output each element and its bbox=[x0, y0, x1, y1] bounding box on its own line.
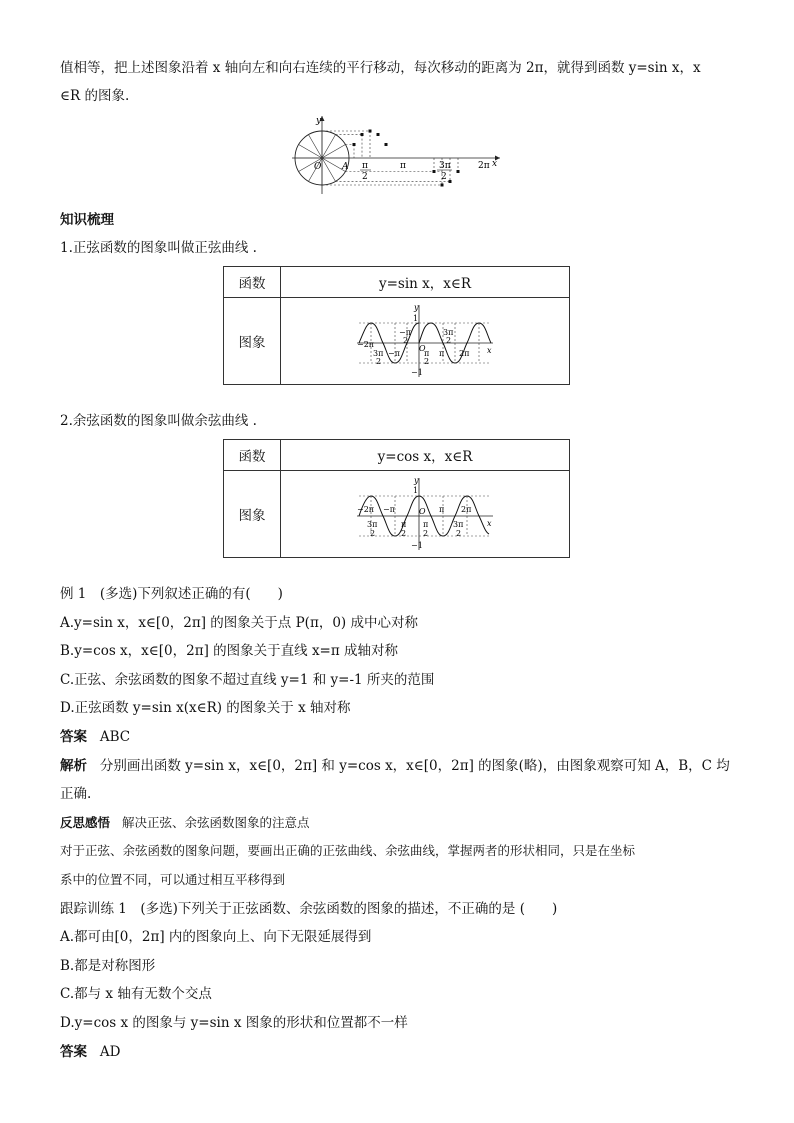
sine-neg-three-pi-half-num: 3π bbox=[373, 349, 384, 358]
cosine-neg-one-label: −1 bbox=[411, 541, 423, 550]
cosine-pi: π bbox=[439, 505, 445, 514]
cosine-pi-half-den: 2 bbox=[423, 529, 429, 538]
sine-pi-half-den: 2 bbox=[424, 357, 430, 366]
sine-three-pi-half-num: 3π bbox=[443, 328, 454, 337]
intro-line-2: ∈R 的图象. bbox=[60, 88, 130, 104]
example-1-option-a: A.y=sin x，x∈[0，2π] 的图象关于点 P(π，0) 成中心对称 bbox=[60, 615, 418, 631]
practice-1-option-a: A.都可由[0，2π] 内的图象向上、向下无限延展得到 bbox=[60, 929, 372, 945]
sine-two-pi: 2π bbox=[459, 349, 470, 358]
cosine-neg-three-pi-half-num: 3π bbox=[367, 520, 378, 529]
fig1-two-pi-label: 2π bbox=[478, 161, 490, 171]
example-1-option-b: B.y=cos x，x∈[0，2π] 的图象关于直线 x=π 成轴对称 bbox=[60, 643, 399, 659]
sine-graph-cell bbox=[281, 298, 570, 385]
cosine-two-pi: 2π bbox=[461, 505, 472, 514]
fig1-pi-half-num: π bbox=[362, 161, 368, 171]
reflection-title: 解决正弦、余弦函数图象的注意点 bbox=[121, 815, 310, 830]
cosine-curve-graph bbox=[355, 474, 495, 554]
fig1-x-label: x bbox=[492, 159, 498, 169]
fig1-origin-label: O bbox=[314, 162, 322, 172]
fig1-y-label: y bbox=[316, 116, 322, 126]
cosine-x-label: x bbox=[487, 519, 492, 528]
practice-1-question: 跟踪训练 1 (多选)下列关于正弦函数、余弦函数的图象的描述，不正确的是 ( ) bbox=[60, 901, 558, 917]
sine-neg-pi-half-den: 2 bbox=[403, 336, 409, 345]
cosine-table-func-label: 函数 bbox=[224, 440, 281, 471]
sine-table-func-label: 函数 bbox=[224, 267, 281, 298]
reflection-line-1: 对于正弦、余弦函数的图象问题，要画出正确的正弦曲线、余弦曲线，掌握两者的形状相同，只是在坐标 bbox=[60, 843, 636, 858]
cosine-three-pi-half-num: 3π bbox=[453, 520, 464, 529]
practice-1-answer bbox=[60, 1042, 120, 1062]
cosine-table bbox=[223, 439, 570, 558]
example-1-analysis-line-2: 正确. bbox=[60, 786, 92, 802]
sine-table-graph-label: 图象 bbox=[224, 298, 281, 385]
intro-line-1: 值相等，把上述图象沿着 x 轴向左和向右连续的平行移动，每次移动的距离为 2π，就得到函数 y=sin x，x bbox=[60, 60, 701, 76]
sine-table-func-value: y=sin x，x∈R bbox=[281, 267, 570, 298]
cosine-pi-half-num: π bbox=[423, 520, 429, 529]
practice-1-answer-value: AD bbox=[99, 1044, 121, 1060]
sine-neg-two-pi: −2π bbox=[357, 340, 375, 349]
example-1-analysis-label: 解析 bbox=[60, 758, 87, 774]
sine-neg-pi-half-num: −π bbox=[399, 328, 411, 337]
fig1-three-pi-half-num: 3π bbox=[439, 161, 451, 171]
cosine-neg-pi-half-den: 2 bbox=[401, 529, 407, 538]
cosine-graph-cell bbox=[281, 471, 570, 558]
sine-x-label: x bbox=[487, 346, 492, 355]
practice-1-answer-label: 答案 bbox=[60, 1044, 87, 1060]
cosine-table-func-value: y=cos x，x∈R bbox=[281, 440, 570, 471]
example-1-answer bbox=[60, 727, 130, 747]
fig1-pi-half-den: 2 bbox=[362, 172, 368, 182]
cosine-neg-pi-half-num: π bbox=[401, 520, 407, 529]
reflection-heading bbox=[60, 813, 309, 833]
knowledge-item-2: 2.余弦函数的图象叫做余弦曲线 . bbox=[60, 413, 257, 429]
example-1-answer-value: ABC bbox=[99, 729, 131, 745]
knowledge-item-1: 1.正弦函数的图象叫做正弦曲线 . bbox=[60, 240, 257, 256]
fig1-point-a-label: A bbox=[342, 162, 349, 172]
cosine-neg-three-pi-half-den: 2 bbox=[370, 529, 376, 538]
sine-neg-three-pi-half-den: 2 bbox=[376, 357, 382, 366]
example-1-option-c: C.正弦、余弦函数的图象不超过直线 y=1 和 y=-1 所夹的范围 bbox=[60, 672, 435, 688]
practice-1-option-b: B.都是对称图形 bbox=[60, 958, 156, 974]
reflection-label: 反思感悟 bbox=[60, 815, 111, 830]
sine-table bbox=[223, 266, 570, 385]
example-1-answer-label: 答案 bbox=[60, 729, 87, 745]
cosine-origin-label: O bbox=[419, 507, 426, 516]
sine-neg-pi: −π bbox=[388, 349, 400, 358]
example-1-option-d: D.正弦函数 y=sin x(x∈R) 的图象关于 x 轴对称 bbox=[60, 700, 351, 716]
sine-curve-graph bbox=[355, 301, 495, 381]
practice-1-option-d: D.y=cos x 的图象与 y=sin x 图象的形状和位置都不一样 bbox=[60, 1015, 408, 1031]
knowledge-heading: 知识梳理 bbox=[60, 212, 114, 228]
cosine-neg-two-pi: −2π bbox=[357, 505, 375, 514]
example-1-question: 例 1 (多选)下列叙述正确的有( ) bbox=[60, 586, 283, 602]
cosine-y-label: y bbox=[414, 476, 419, 485]
cosine-neg-pi: −π bbox=[383, 505, 395, 514]
sine-one-label: 1 bbox=[413, 314, 419, 323]
sine-neg-one-label: −1 bbox=[411, 368, 423, 377]
cosine-table-graph-label: 图象 bbox=[224, 471, 281, 558]
reflection-line-2: 系中的位置不同，可以通过相互平移得到 bbox=[60, 872, 286, 887]
sine-origin-label: O bbox=[419, 344, 426, 353]
sine-pi-half-num: π bbox=[424, 349, 430, 358]
practice-1-option-c: C.都与 x 轴有无数个交点 bbox=[60, 986, 212, 1002]
sine-pi: π bbox=[439, 349, 445, 358]
cosine-one-label: 1 bbox=[413, 486, 419, 495]
example-1-analysis bbox=[60, 756, 730, 776]
sine-three-pi-half-den: 2 bbox=[446, 336, 452, 345]
fig1-three-pi-half-den: 2 bbox=[441, 172, 447, 182]
unit-circle-sine-figure bbox=[292, 112, 504, 194]
fig1-pi-label: π bbox=[400, 161, 406, 171]
sine-y-label: y bbox=[414, 303, 419, 312]
cosine-three-pi-half-den: 2 bbox=[456, 529, 462, 538]
example-1-analysis-text: 分别画出函数 y=sin x，x∈[0，2π] 和 y=cos x，x∈[0，2π] 的图象(略)，由图象观察可知 A，B，C 均 bbox=[99, 758, 730, 774]
